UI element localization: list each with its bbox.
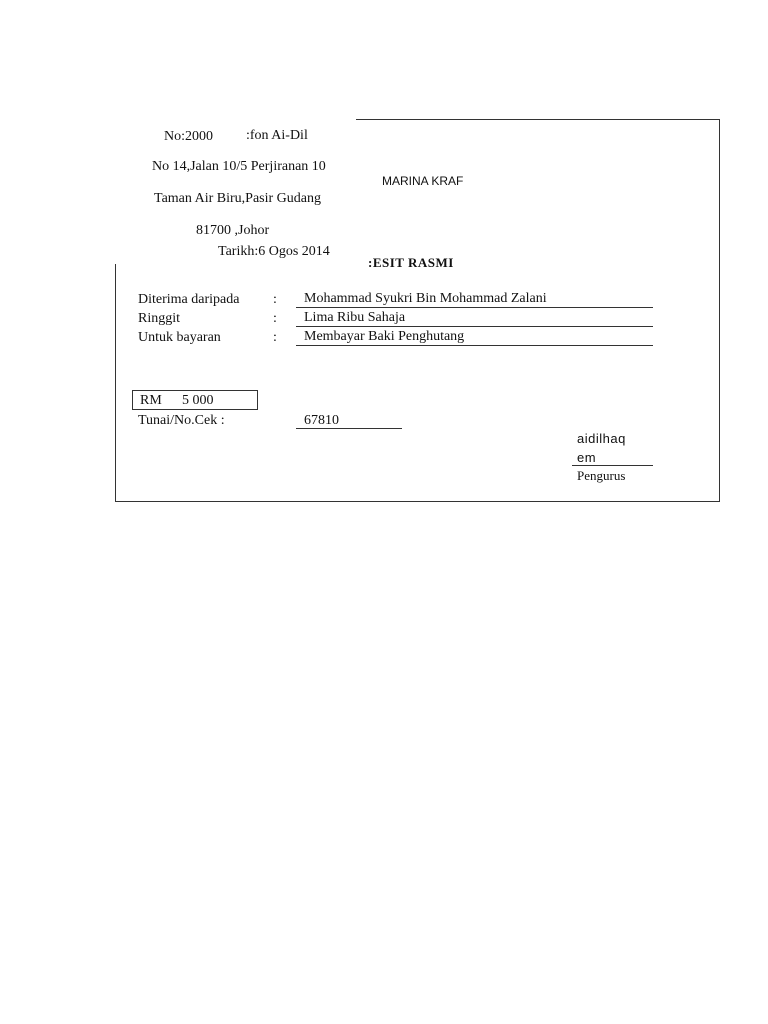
receipt: [115, 119, 720, 502]
address-line-2: Taman Air Biru,Pasir Gudang: [154, 191, 321, 206]
payment-label: Tunai/No.Cek :: [138, 413, 225, 428]
field-label: Untuk bayaran: [138, 330, 221, 345]
receipt-date: Tarikh:6 Ogos 2014: [218, 244, 330, 259]
field-underline: [296, 345, 653, 346]
signature-line-1: aidilhaq: [577, 431, 626, 446]
field-colon: :: [273, 330, 277, 345]
shop-name: :fon Ai-Dil: [246, 128, 308, 143]
currency-label: RM: [140, 393, 162, 408]
field-colon: :: [273, 292, 277, 307]
amount-box: [132, 390, 258, 410]
field-label: Ringgit: [138, 311, 181, 326]
address-line-3: 81700 ,Johor: [196, 223, 270, 238]
field-colon: :: [273, 311, 277, 326]
brand-name: MARINA KRAF: [382, 174, 464, 188]
field-value: Membayar Baki Penghutang: [304, 329, 465, 344]
field-label: Diterima daripada: [138, 292, 240, 307]
field-underline: [296, 307, 653, 308]
field-value: Lima Ribu Sahaja: [304, 310, 406, 325]
address-block: [114, 114, 356, 264]
address-line-1: No 14,Jalan 10/5 Perjiranan 10: [152, 159, 326, 174]
amount-value: 5 000: [182, 393, 214, 408]
cheque-number: 67810: [304, 413, 339, 428]
signature-underline: [572, 465, 653, 466]
receipt-number: No:2000: [164, 129, 213, 144]
cheque-underline: [296, 428, 402, 429]
signature-role: Pengurus: [577, 468, 626, 483]
field-value: Mohammad Syukri Bin Mohammad Zalani: [304, 291, 547, 306]
receipt-title: :ESIT RASMI: [368, 255, 454, 270]
field-underline: [296, 326, 653, 327]
signature-line-2: em: [577, 450, 597, 465]
